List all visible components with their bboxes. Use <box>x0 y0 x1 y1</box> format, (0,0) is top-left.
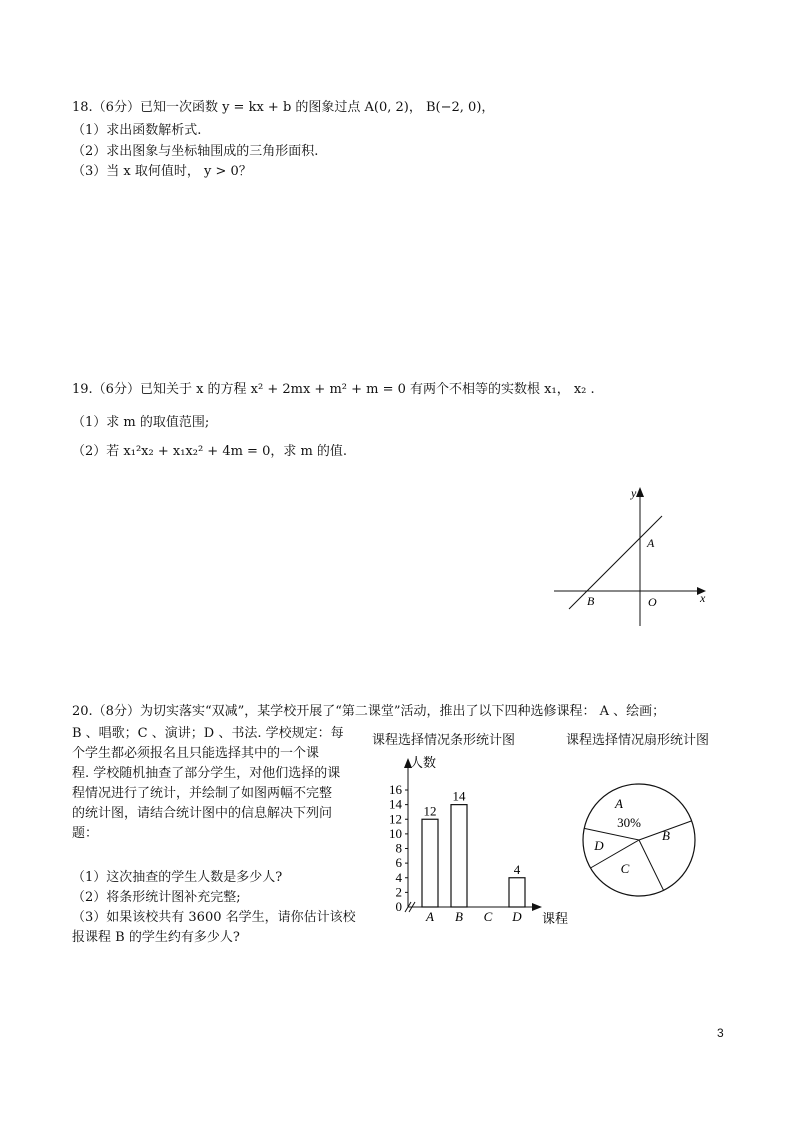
q19-part1: （1）求 m 的取值范围; <box>72 415 210 430</box>
y-tick-label: 14 <box>389 796 402 812</box>
pie-slice-label-C: C <box>620 861 630 876</box>
bar-category-label: C <box>483 909 493 924</box>
point-a-label: A <box>647 536 655 550</box>
bar-ylabel: 人数 <box>410 755 437 770</box>
bar-category-label: B <box>455 909 463 924</box>
q19-part2: （2）若 x₁²x₂ + x₁x₂² + 4m = 0，求 m 的值. <box>72 444 348 459</box>
point-b-label: B <box>587 594 595 608</box>
y-axis-arrow <box>636 487 644 497</box>
q18-part1: （1）求出函数解析式. <box>72 123 202 138</box>
bar-chart <box>366 750 576 930</box>
q20-text-line: 程. 学校随机抽查了部分学生，对他们选择的课 <box>72 766 341 781</box>
bar-category-label: D <box>512 909 522 924</box>
q18-stem: 18.（6分）已知一次函数 y = kx + b 的图象过点 A(0, 2)， B(−2, 0)， <box>72 100 495 115</box>
y-tick-label: 6 <box>395 855 402 871</box>
q20-part2: （2）将条形统计图补充完整; <box>72 890 241 905</box>
q19-stem: 19.（6分）已知关于 x 的方程 x² + 2mx + m² + m = 0 有两个不相等的实数根 x₁， x₂ . <box>72 382 595 397</box>
y-tick-label: 0 <box>395 899 402 914</box>
bar-x-axis-arrow <box>532 903 542 911</box>
q20-text-line: 个学生都必须报名且只能选择其中的一个课 <box>72 746 320 761</box>
q20-part3b: 报课程 B 的学生约有多少人? <box>72 930 240 945</box>
q20-paragraph <box>72 726 362 842</box>
y-tick-label: 12 <box>389 811 402 827</box>
pie-slice-percent-A: 30% <box>617 815 641 830</box>
bar-D <box>509 878 525 907</box>
bar-value-label: 4 <box>513 861 521 877</box>
q20-text-line: B 、唱歌；C 、演讲；D 、书法. 学校规定：每 <box>72 726 344 741</box>
q20-part1: （1）这次抽查的学生人数是多少人? <box>72 870 283 885</box>
coordinate-graph <box>540 482 720 632</box>
origin-label: O <box>648 595 657 609</box>
bar-chart-title: 课程选择情况条形统计图 <box>372 733 516 748</box>
q18-part3: （3）当 x 取何值时， y > 0？ <box>72 164 252 179</box>
y-tick-label: 8 <box>395 840 402 856</box>
y-tick-label: 4 <box>395 869 402 885</box>
pie-slice-label-A: A <box>615 796 623 811</box>
page-number: 3 <box>717 1026 724 1040</box>
pie-chart-title: 课程选择情况扇形统计图 <box>566 733 710 748</box>
q20-text-line: 程情况进行了统计，并绘制了如图两幅不完整 <box>72 786 333 801</box>
q18-part2: （2）求出图象与坐标轴围成的三角形面积. <box>72 144 319 159</box>
q20-stem: 20.（8分）为切实落实“双减”，某学校开展了“第二课堂”活动，推出了以下四种选修课程： A 、绘画； <box>72 704 666 719</box>
bar-value-label: 12 <box>423 803 437 819</box>
pie-slice-label-D: D <box>594 838 604 853</box>
y-tick-label: 2 <box>395 884 402 900</box>
y-tick-label: 16 <box>389 782 402 797</box>
pie-slice-label-B: B <box>662 828 670 843</box>
y-axis-label: y <box>631 486 637 500</box>
q20-text-line: 题： <box>72 826 99 841</box>
bar-B <box>451 805 467 907</box>
y-tick-label: 10 <box>389 825 402 841</box>
q20-text-line: 的统计图，请结合统计图中的信息解决下列问 <box>72 806 333 821</box>
bar-A <box>422 819 438 907</box>
pie-chart <box>576 782 706 898</box>
bar-value-label: 14 <box>452 788 466 804</box>
bar-category-label: A <box>426 909 434 924</box>
q20-part3a: （3）如果该校共有 3600 名学生，请你估计该校 <box>72 910 356 925</box>
bar-xlabel: 课程 <box>542 911 569 926</box>
x-axis-label: x <box>700 591 706 605</box>
